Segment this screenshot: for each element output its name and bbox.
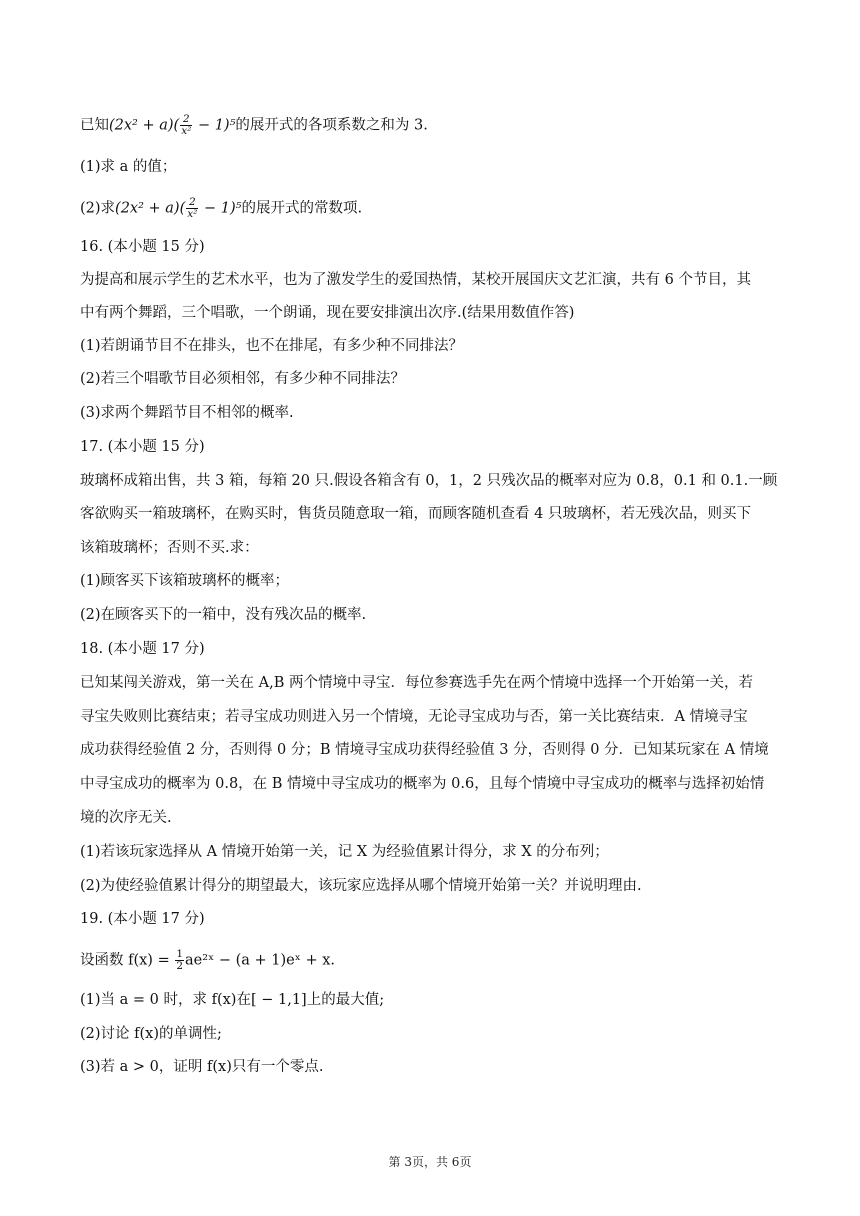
q19-intro [80,949,780,972]
q19-intro-prefix: 设函数 f(x) = [80,952,175,969]
q17-text-line2: 客欲购买一箱玻璃杯，在购买时，售货员随意取一箱，而顾客随机查看 4 只玻璃杯，若无残次品，则买下 [80,506,751,522]
q15-p2-prefix: (2)求 [80,200,116,217]
q15-p2-frac-num: 2 [186,197,198,209]
q19-part1: (1)当 a = 0 时，求 f(x)在[ − 1,1]上的最大值; [80,992,385,1008]
q15-frac-den: x² [181,125,192,137]
q15-intro [80,114,780,137]
q18-text-line2: 寻宝失败则比赛结束；若寻宝成功则进入另一个情境，无论寻宝成功与否，第一关比赛结束．A 情境寻宝 [80,709,748,725]
q15-intro-prefix: 已知 [80,117,109,134]
q19-part3: (3)若 a > 0，证明 f(x)只有一个零点. [80,1059,324,1075]
q19-fraction [175,949,184,972]
q15-fraction [180,114,192,137]
q15-p2-expr-a: (2x² + a)( [115,200,186,217]
q15-p2-suffix: 的展开式的常数项. [241,200,363,217]
q18-part2: (2)为使经验值累计得分的期望最大，该玩家应选择从哪个情境开始第一关？并说明理由. [80,878,642,894]
q17-part1: (1)顾客买下该箱玻璃杯的概率； [80,573,290,589]
q16-text-line1: 为提高和展示学生的艺术水平，也为了激发学生的爱国热情，某校开展国庆文艺汇演，共有 6 个节目，其 [80,272,751,288]
q18-text-line3: 成功获得经验值 2 分，否则得 0 分；B 情境寻宝成功获得经验值 3 分，否则得 0 分．已知某玩家在 A 情境 [80,742,769,758]
q15-frac-num: 2 [180,114,192,126]
q19-part2: (2)讨论 f(x)的单调性; [80,1026,222,1042]
q19-frac-den: 2 [176,960,184,972]
q16-text-line2: 中有两个舞蹈，三个唱歌，一个朗诵，现在要安排演出次序.(结果用数值作答) [80,305,575,321]
q19-frac-num: 1 [176,948,184,960]
q17-header: 17. (本小题 15 分) [80,439,205,455]
q19-header: 19. (本小题 17 分) [80,911,205,927]
q15-p2-frac-den: x² [187,208,198,220]
q15-expr-b: − 1)⁵ [193,117,236,134]
q18-text-line1: 已知某闯关游戏，第一关在 A,B 两个情境中寻宝．每位参赛选手先在两个情境中选择一个开始第一关，若 [80,675,753,691]
q19-intro-suffix: ae²ˣ − (a + 1)eˣ + x. [185,952,336,969]
q17-text-line3: 该箱玻璃杯；否则不买.求： [80,540,259,556]
page-footer: 第 3页，共 6页 [388,1155,472,1169]
q18-header: 18. (本小题 17 分) [80,641,205,657]
q16-part3: (3)求两个舞蹈节目不相邻的概率. [80,405,294,421]
q17-part2: (2)在顾客买下的一箱中，没有残次品的概率. [80,607,367,623]
q16-header: 16. (本小题 15 分) [80,239,205,255]
q15-part2 [80,197,780,220]
q15-part1: (1)求 a 的值； [80,159,177,175]
q15-p2-fraction [186,197,198,220]
q15-expr-a: (2x² + a)( [109,117,180,134]
q16-part1: (1)若朗诵节目不在排头，也不在排尾，有多少种不同排法？ [80,338,464,354]
q15-intro-suffix: 的展开式的各项系数之和为 3. [235,117,428,134]
q15-p2-expr-b: − 1)⁵ [199,200,242,217]
q18-part1: (1)若该玩家选择从 A 情境开始第一关，记 X 为经验值累计得分，求 X 的分布列； [80,844,609,860]
q18-text-line5: 境的次序无关. [80,810,172,826]
q16-part2: (2)若三个唱歌节目必须相邻，有多少种不同排法？ [80,371,406,387]
q18-text-line4: 中寻宝成功的概率为 0.8，在 B 情境中寻宝成功的概率为 0.6，且每个情境中寻宝成功的概率与选择初始情 [80,776,765,792]
q17-text-line1: 玻璃杯成箱出售，共 3 箱，每箱 20 只.假设各箱含有 0，1，2 只残次品的概率对应为 0.8，0.1 和 0.1.一顾 [80,473,778,489]
